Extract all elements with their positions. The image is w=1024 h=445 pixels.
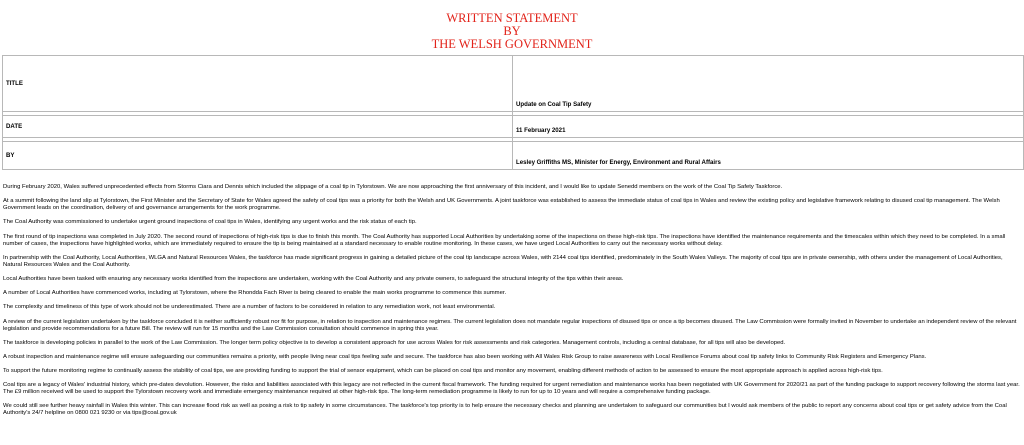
paragraph: A robust inspection and maintenance regime will ensure safeguarding our communities remains a priority, with people living near coal tips feeling safe and secure. The taskforce has also been working with All Wales Risk Group to raise awareness with Local Resilience Forums about coal tip safety links to Community Risk Registers and Emergency Plans.	[3, 353, 927, 360]
statement-meta-table	[2, 55, 1024, 170]
date-label: DATE	[3, 116, 513, 138]
paragraph: At a summit following the land slip at Tylorstown, the First Minister and the Secretary of State for Wales agreed the safety of coal tips was a priority for both the Welsh and UK Governments. A joint taskforce was established to assess the immediate status of coal tips in Wales and review the existing policy and legislative framework relating to disused coal tip management. The Welsh Government leads on the coordination, delivery of and governance arrangements for the work programme.	[3, 198, 1000, 212]
paragraph: A review of the current legislation undertaken by the taskforce concluded it is neither sufficiently robust nor fit for purpose, in relation to inspection and maintenance regimes. The current legislation does not mandate regular inspections of disused tips or once a tip becomes disused. The Law Commission were formally invited in November to undertake an independent review of the relevant legislation and provide recommendations for a future Bill. The review will run for 15 months and the Law Commission consultation should commence in spring this year.	[3, 318, 1017, 332]
heading-line-1: WRITTEN STATEMENT	[446, 11, 578, 25]
statement-body	[3, 184, 1021, 425]
title-label: TITLE	[3, 56, 513, 112]
paragraph: The complexity and timeliness of this type of work should not be underestimated. There are a number of factors to be considered in relation to any remediation work, not least environmental.	[3, 304, 496, 311]
paragraph: Coal tips are a legacy of Wales' industrial history, which pre-dates devolution. However, the risks and liabilities associated with this legacy are not reflected in the current fiscal framework. The funding required for urgent remediation and maintenance works has been negotiated with UK Government for 2020/21 as part of the funding package to support recovery following the storms last year. The £9 million received will be used to support the Tylorstown recovery work and immediate emergency maintenance required at other high-risk tips. The long-term remediation programme is likely to run for up to 10 years and will require a comprehensive funding package.	[3, 382, 1020, 396]
date-value: 11 February 2021	[513, 116, 1024, 138]
by-value: Lesley Griffiths MS, Minister for Energy, Environment and Rural Affairs	[513, 142, 1024, 170]
paragraph: The Coal Authority was commissioned to undertake urgent ground inspections of coal tips in Wales, identifying any urgent works and the risk status of each tip.	[3, 219, 417, 226]
paragraph: Local Authorities have been tasked with ensuring any necessary works identified from the inspections are undertaken, working with the Coal Authority and any private owners, to safeguard the structural integrity of the tips within their areas.	[3, 275, 624, 282]
heading-line-3: THE WELSH GOVERNMENT	[431, 37, 593, 51]
by-label: BY	[3, 142, 513, 170]
title-value: Update on Coal Tip Safety	[513, 56, 1024, 112]
paragraph: During February 2020, Wales suffered unprecedented effects from Storms Ciara and Dennis which included the slippage of a coal tip in Tylorstown. We are now approaching the first anniversary of this incident, and I would like to update Senedd members on the work of the Coal Tip Safety Taskforce.	[3, 184, 783, 190]
paragraph: A number of Local Authorities have commenced works, including at Tylorstown, where the Rhondda Fach River is being cleared to enable the main works programme to commence this summer.	[3, 290, 507, 297]
by-row	[3, 142, 1024, 170]
document-heading	[0, 12, 1024, 51]
title-row	[3, 56, 1024, 112]
paragraph: We could still see further heavy rainfall in Wales this winter. This can increase flood risk as well as posing a risk to tip safety in some circumstances. The taskforce's top priority is to help ensure the necessary checks and planning are undertaken to safeguard our communities but I would ask members of the public to report any concerns about coal tips or get safety advice from the Coal Authority's 24/7 helpline on 0800 021 9230 or via tips@coal.gov.uk	[3, 403, 1007, 417]
paragraph: In partnership with the Coal Authority, Local Authorities, WLGA and Natural Resources Wales, the taskforce has made significant progress in gaining a detailed picture of the coal tip landscape across Wales, with 2144 coal tips identified, predominately in the South Wales Valleys. The majority of coal tips are in private ownership, with others under the management of Local Authorities, Natural Resources Wales and the Coal Authority.	[3, 254, 1003, 268]
paragraph: To support the future monitoring regime to continually assess the stability of coal tips, we are providing funding to support the trial of sensor equipment, which can be placed on coal tips and monitor any movement, enabling different methods of action to be assessed to ensure the most appropriate approach is applied across high-risk tips.	[3, 368, 883, 375]
date-row	[3, 116, 1024, 138]
paragraph: The first round of tip inspections was completed in July 2020. The second round of inspections of high-risk tips is due to finish this month. The Coal Authority has supported Local Authorities by undertaking some of the inspections on these high-risk tips. The inspections have identified the maintenance requirements and the timescales within which they need to be completed. In a small number of cases, the inspections have highlighted works, which are immediately required to ensure the tip is being maintained at a standard necessary to enable routine monitoring. In these cases, we have urged Local Authorities to carry out the necessary works without delay.	[3, 233, 1006, 247]
paragraph: The taskforce is developing policies in parallel to the work of the Law Commission. The longer term policy objective is to develop a consistent approach for use across Wales for risk assessments and risk categories. Management controls, including a central database, for all tips will also be developed.	[3, 339, 786, 346]
heading-line-2: BY	[503, 24, 521, 38]
